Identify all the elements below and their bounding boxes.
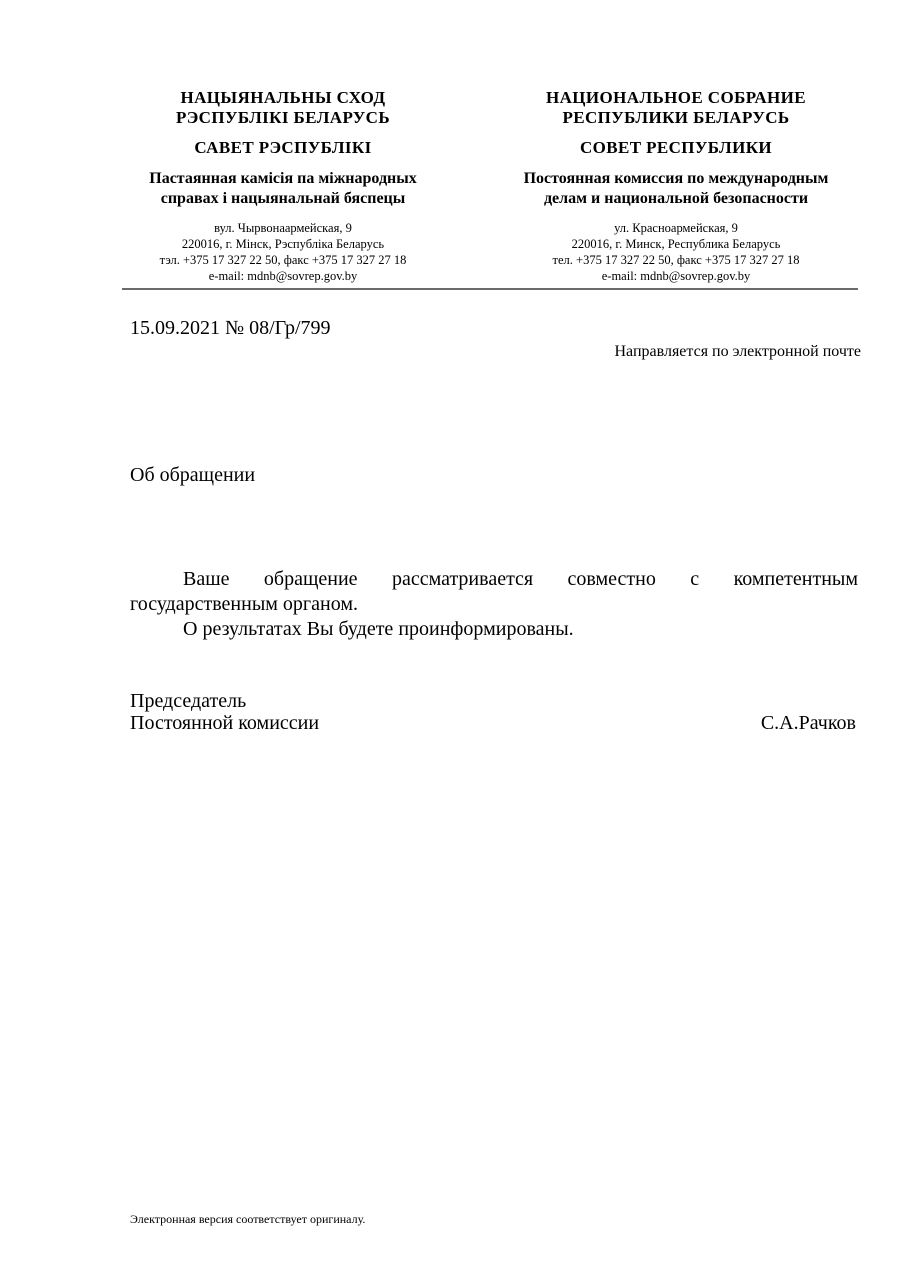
address-street: вул. Чырвонаармейская, 9 xyxy=(214,221,352,235)
address-city: 220016, г. Минск, Республика Беларусь xyxy=(571,237,781,251)
letterhead-belarusian xyxy=(122,88,444,284)
body-paragraph-2: О результатах Вы будете проинформированы. xyxy=(183,618,574,640)
email: e-mail: mdnb@sovrep.gov.by xyxy=(601,269,751,283)
org-name-line2: РЕСПУБЛИКИ БЕЛАРУСЬ xyxy=(562,108,790,127)
phone-fax: тэл. +375 17 327 22 50, факс +375 17 327 27 18 xyxy=(159,253,407,267)
org-name-line1: НАЦИОНАЛЬНОЕ СОБРАНИЕ xyxy=(545,88,807,107)
signatory-name: С.А.Рачков xyxy=(760,712,856,734)
address-block xyxy=(488,220,864,284)
body-paragraph-1: Ваше обращение рассматривается совместно с компетентным государственным органом. xyxy=(130,568,858,615)
signatory-title-line2: Постоянной комиссии xyxy=(130,712,320,734)
email: e-mail: mdnb@sovrep.gov.by xyxy=(208,269,358,283)
org-name-line2: РЭСПУБЛІКІ БЕЛАРУСЬ xyxy=(175,108,391,127)
org-name-line1: НАЦЫЯНАЛЬНЫ СХОД xyxy=(180,88,386,107)
address-street: ул. Красноармейская, 9 xyxy=(614,221,738,235)
address-city: 220016, г. Мінск, Рэспубліка Беларусь xyxy=(181,237,385,251)
header-divider xyxy=(122,288,858,290)
subject-line: Об обращении xyxy=(130,464,256,486)
council-name: САВЕТ РЭСПУБЛІКІ xyxy=(194,138,372,157)
commission-name-line2: делам и национальной безопасности xyxy=(543,190,809,207)
letterhead-russian xyxy=(488,88,864,284)
letter-body xyxy=(130,567,858,642)
address-block xyxy=(122,220,444,284)
footer-note: Электронная версия соответствует оригиналу. xyxy=(130,1212,366,1226)
signatory-title-line1: Председатель xyxy=(130,690,247,712)
registration-number: 15.09.2021 № 08/Гр/799 xyxy=(130,317,331,339)
signature-block xyxy=(130,690,856,734)
phone-fax: тел. +375 17 327 22 50, факс +375 17 327 27 18 xyxy=(552,253,800,267)
commission-name-line1: Постоянная комиссия по международным xyxy=(523,170,829,187)
council-name: СОВЕТ РЕСПУБЛИКИ xyxy=(579,138,773,157)
commission-name-line2: справах і нацыянальнай бяспецы xyxy=(160,190,406,207)
signature-row xyxy=(130,712,856,734)
commission-name-line1: Пастаянная камісія па міжнародных xyxy=(149,170,417,187)
delivery-note: Направляется по электронной почте xyxy=(614,343,861,360)
